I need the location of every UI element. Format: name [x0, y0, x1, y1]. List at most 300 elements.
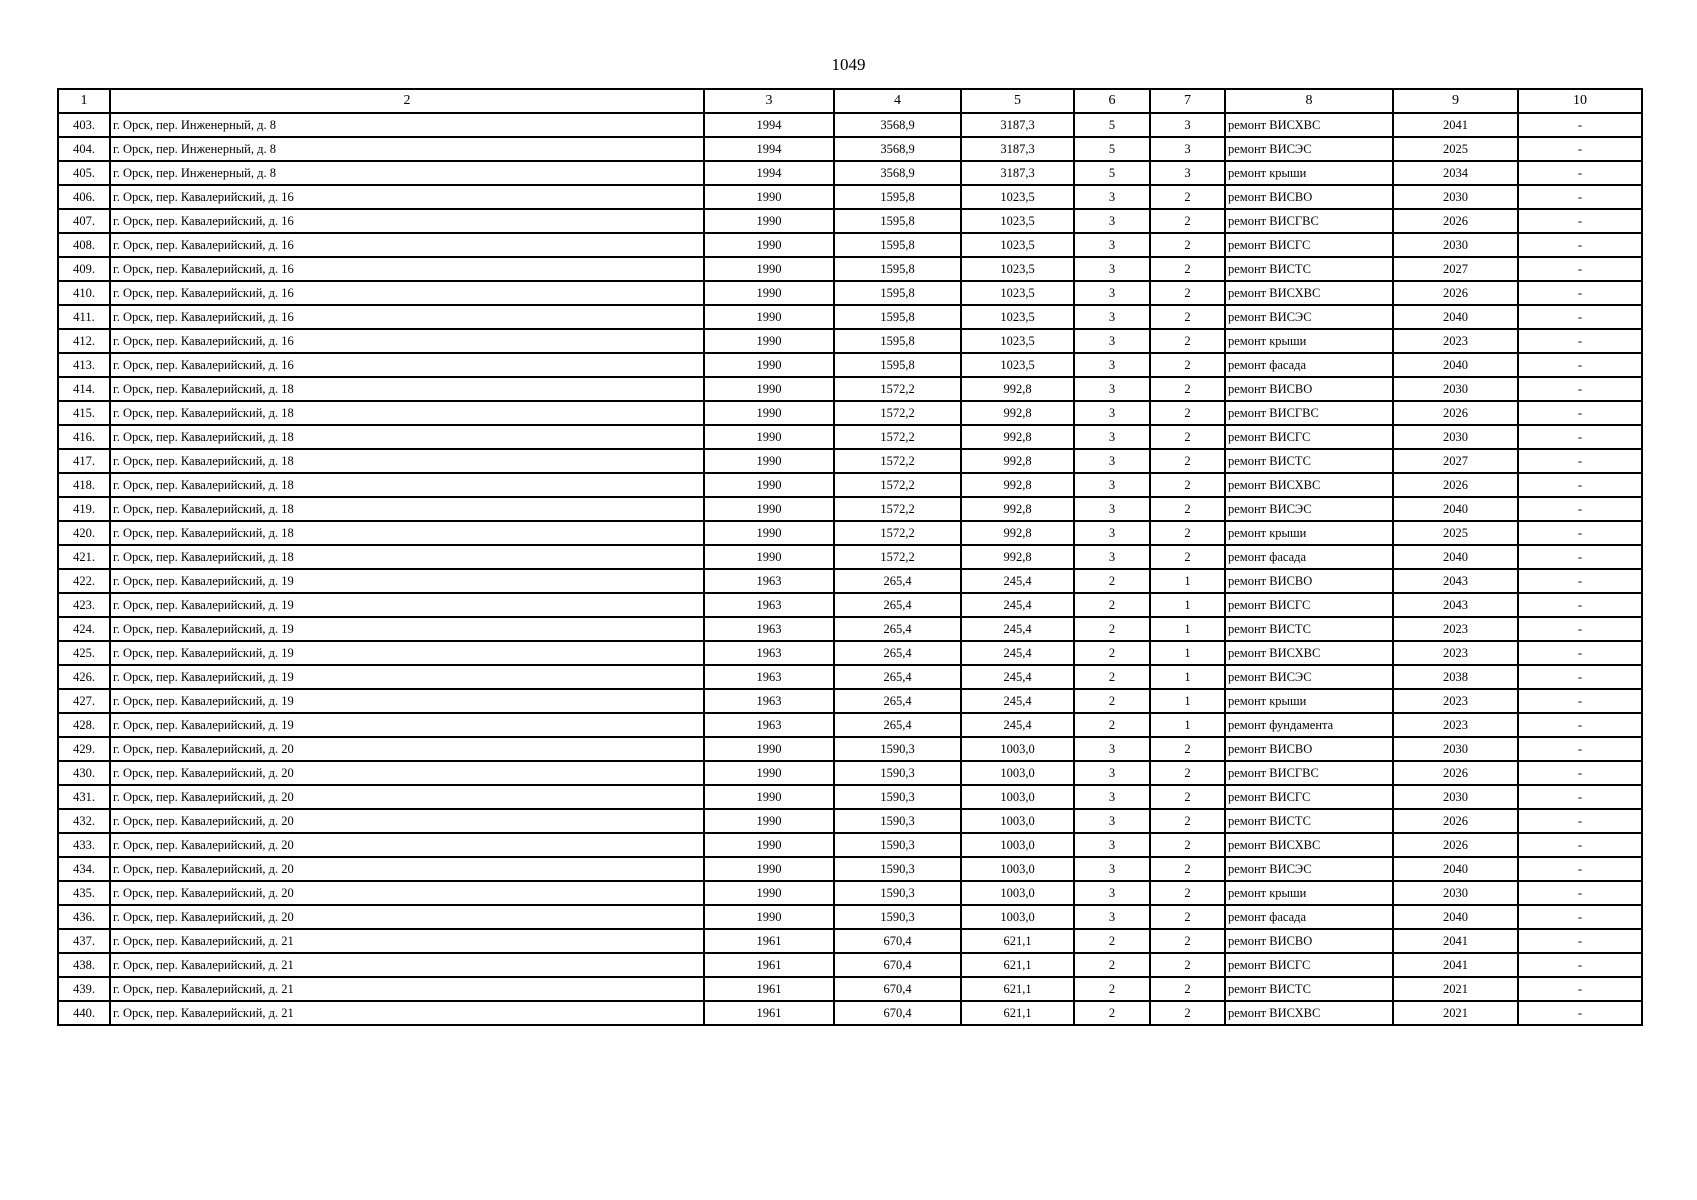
cell-row-number: 429.	[58, 737, 110, 761]
header-cell: 4	[834, 89, 961, 113]
table-row	[58, 593, 1642, 617]
cell-total-area: 265,4	[834, 569, 961, 593]
cell-planned-year: 2023	[1393, 689, 1518, 713]
cell-row-number: 412.	[58, 329, 110, 353]
table-row	[58, 689, 1642, 713]
cell-entrances: 2	[1150, 449, 1225, 473]
cell-address: г. Орск, пер. Кавалерийский, д. 19	[110, 641, 704, 665]
cell-row-number: 427.	[58, 689, 110, 713]
cell-address: г. Орск, пер. Кавалерийский, д. 16	[110, 233, 704, 257]
cell-total-area: 1595,8	[834, 185, 961, 209]
cell-living-area: 3187,3	[961, 137, 1074, 161]
cell-row-number: 417.	[58, 449, 110, 473]
cell-floors: 3	[1074, 545, 1150, 569]
cell-floors: 3	[1074, 233, 1150, 257]
cell-work-type: ремонт фундамента	[1225, 713, 1393, 737]
cell-row-number: 405.	[58, 161, 110, 185]
cell-living-area: 1023,5	[961, 233, 1074, 257]
cell-living-area: 1003,0	[961, 761, 1074, 785]
cell-year-built: 1994	[704, 137, 834, 161]
cell-total-area: 1572,2	[834, 545, 961, 569]
cell-entrances: 2	[1150, 545, 1225, 569]
cell-living-area: 1003,0	[961, 737, 1074, 761]
table-row	[58, 1001, 1642, 1025]
cell-work-type: ремонт крыши	[1225, 161, 1393, 185]
cell-address: г. Орск, пер. Инженерный, д. 8	[110, 161, 704, 185]
cell-floors: 2	[1074, 977, 1150, 1001]
cell-planned-year: 2034	[1393, 161, 1518, 185]
cell-year-built: 1990	[704, 257, 834, 281]
cell-row-number: 424.	[58, 617, 110, 641]
cell-note: -	[1518, 473, 1642, 497]
cell-address: г. Орск, пер. Кавалерийский, д. 21	[110, 929, 704, 953]
table-row	[58, 137, 1642, 161]
table-row	[58, 161, 1642, 185]
cell-year-built: 1990	[704, 281, 834, 305]
cell-work-type: ремонт ВИСГС	[1225, 425, 1393, 449]
cell-address: г. Орск, пер. Кавалерийский, д. 18	[110, 521, 704, 545]
cell-total-area: 1595,8	[834, 305, 961, 329]
cell-living-area: 245,4	[961, 713, 1074, 737]
cell-row-number: 428.	[58, 713, 110, 737]
table-row	[58, 449, 1642, 473]
cell-living-area: 1003,0	[961, 857, 1074, 881]
cell-year-built: 1990	[704, 233, 834, 257]
cell-entrances: 2	[1150, 305, 1225, 329]
table-row	[58, 569, 1642, 593]
cell-work-type: ремонт ВИСВО	[1225, 185, 1393, 209]
cell-year-built: 1963	[704, 569, 834, 593]
cell-work-type: ремонт ВИСГВС	[1225, 209, 1393, 233]
cell-note: -	[1518, 833, 1642, 857]
cell-total-area: 670,4	[834, 1001, 961, 1025]
cell-floors: 3	[1074, 737, 1150, 761]
cell-address: г. Орск, пер. Кавалерийский, д. 19	[110, 617, 704, 641]
table-row	[58, 305, 1642, 329]
cell-floors: 2	[1074, 1001, 1150, 1025]
cell-note: -	[1518, 665, 1642, 689]
cell-entrances: 2	[1150, 281, 1225, 305]
cell-note: -	[1518, 329, 1642, 353]
cell-row-number: 411.	[58, 305, 110, 329]
cell-planned-year: 2041	[1393, 929, 1518, 953]
cell-floors: 5	[1074, 137, 1150, 161]
cell-row-number: 434.	[58, 857, 110, 881]
cell-year-built: 1990	[704, 401, 834, 425]
cell-floors: 3	[1074, 521, 1150, 545]
cell-entrances: 2	[1150, 905, 1225, 929]
cell-row-number: 409.	[58, 257, 110, 281]
cell-planned-year: 2026	[1393, 761, 1518, 785]
cell-work-type: ремонт ВИСТС	[1225, 449, 1393, 473]
cell-living-area: 245,4	[961, 689, 1074, 713]
cell-row-number: 432.	[58, 809, 110, 833]
table-row	[58, 353, 1642, 377]
cell-planned-year: 2040	[1393, 857, 1518, 881]
table-row	[58, 497, 1642, 521]
table-row	[58, 521, 1642, 545]
cell-living-area: 992,8	[961, 473, 1074, 497]
cell-living-area: 992,8	[961, 425, 1074, 449]
cell-year-built: 1994	[704, 113, 834, 137]
cell-total-area: 3568,9	[834, 137, 961, 161]
cell-note: -	[1518, 593, 1642, 617]
cell-year-built: 1990	[704, 545, 834, 569]
cell-year-built: 1963	[704, 665, 834, 689]
cell-living-area: 1003,0	[961, 881, 1074, 905]
cell-address: г. Орск, пер. Кавалерийский, д. 20	[110, 857, 704, 881]
cell-row-number: 403.	[58, 113, 110, 137]
cell-living-area: 992,8	[961, 497, 1074, 521]
cell-note: -	[1518, 137, 1642, 161]
cell-year-built: 1961	[704, 1001, 834, 1025]
cell-work-type: ремонт ВИСХВС	[1225, 641, 1393, 665]
cell-entrances: 3	[1150, 137, 1225, 161]
cell-note: -	[1518, 401, 1642, 425]
cell-address: г. Орск, пер. Кавалерийский, д. 19	[110, 689, 704, 713]
cell-address: г. Орск, пер. Кавалерийский, д. 20	[110, 905, 704, 929]
cell-row-number: 413.	[58, 353, 110, 377]
cell-planned-year: 2026	[1393, 473, 1518, 497]
cell-work-type: ремонт ВИСВО	[1225, 929, 1393, 953]
cell-total-area: 1590,3	[834, 857, 961, 881]
header-cell: 1	[58, 89, 110, 113]
table-row	[58, 905, 1642, 929]
cell-year-built: 1990	[704, 857, 834, 881]
header-cell: 5	[961, 89, 1074, 113]
cell-total-area: 265,4	[834, 713, 961, 737]
cell-year-built: 1990	[704, 497, 834, 521]
cell-living-area: 1023,5	[961, 185, 1074, 209]
cell-total-area: 1595,8	[834, 257, 961, 281]
cell-living-area: 245,4	[961, 617, 1074, 641]
cell-floors: 3	[1074, 905, 1150, 929]
cell-address: г. Орск, пер. Кавалерийский, д. 20	[110, 833, 704, 857]
table-row	[58, 329, 1642, 353]
cell-work-type: ремонт ВИСТС	[1225, 257, 1393, 281]
cell-note: -	[1518, 425, 1642, 449]
cell-work-type: ремонт ВИСХВС	[1225, 473, 1393, 497]
cell-work-type: ремонт крыши	[1225, 689, 1393, 713]
cell-row-number: 408.	[58, 233, 110, 257]
cell-row-number: 435.	[58, 881, 110, 905]
table-row	[58, 833, 1642, 857]
table-row	[58, 377, 1642, 401]
cell-entrances: 1	[1150, 665, 1225, 689]
cell-note: -	[1518, 713, 1642, 737]
cell-planned-year: 2043	[1393, 593, 1518, 617]
cell-year-built: 1961	[704, 953, 834, 977]
cell-year-built: 1963	[704, 713, 834, 737]
cell-work-type: ремонт ВИСГС	[1225, 785, 1393, 809]
table-row	[58, 881, 1642, 905]
cell-floors: 3	[1074, 329, 1150, 353]
header-cell: 3	[704, 89, 834, 113]
cell-planned-year: 2023	[1393, 617, 1518, 641]
cell-total-area: 1572,2	[834, 521, 961, 545]
table-row	[58, 281, 1642, 305]
cell-work-type: ремонт ВИСЭС	[1225, 305, 1393, 329]
table-row	[58, 713, 1642, 737]
page-number: 1049	[831, 55, 866, 74]
cell-entrances: 2	[1150, 953, 1225, 977]
cell-year-built: 1961	[704, 929, 834, 953]
header-cell: 7	[1150, 89, 1225, 113]
cell-planned-year: 2021	[1393, 977, 1518, 1001]
cell-year-built: 1990	[704, 833, 834, 857]
cell-living-area: 992,8	[961, 449, 1074, 473]
cell-row-number: 433.	[58, 833, 110, 857]
table-row	[58, 257, 1642, 281]
cell-total-area: 265,4	[834, 617, 961, 641]
table-row	[58, 809, 1642, 833]
cell-floors: 2	[1074, 569, 1150, 593]
table-row	[58, 977, 1642, 1001]
cell-note: -	[1518, 641, 1642, 665]
cell-entrances: 1	[1150, 593, 1225, 617]
cell-entrances: 2	[1150, 809, 1225, 833]
cell-work-type: ремонт ВИСВО	[1225, 737, 1393, 761]
cell-note: -	[1518, 785, 1642, 809]
cell-floors: 2	[1074, 713, 1150, 737]
cell-planned-year: 2030	[1393, 185, 1518, 209]
cell-floors: 3	[1074, 785, 1150, 809]
cell-living-area: 621,1	[961, 1001, 1074, 1025]
cell-work-type: ремонт ВИСГС	[1225, 233, 1393, 257]
cell-address: г. Орск, пер. Кавалерийский, д. 20	[110, 761, 704, 785]
cell-total-area: 1595,8	[834, 281, 961, 305]
cell-address: г. Орск, пер. Кавалерийский, д. 20	[110, 881, 704, 905]
cell-floors: 3	[1074, 497, 1150, 521]
cell-total-area: 265,4	[834, 689, 961, 713]
table-row	[58, 785, 1642, 809]
cell-address: г. Орск, пер. Кавалерийский, д. 21	[110, 1001, 704, 1025]
cell-living-area: 245,4	[961, 569, 1074, 593]
cell-note: -	[1518, 113, 1642, 137]
cell-planned-year: 2040	[1393, 353, 1518, 377]
cell-total-area: 3568,9	[834, 161, 961, 185]
cell-living-area: 3187,3	[961, 161, 1074, 185]
cell-row-number: 425.	[58, 641, 110, 665]
cell-work-type: ремонт ВИСХВС	[1225, 833, 1393, 857]
cell-living-area: 992,8	[961, 401, 1074, 425]
cell-work-type: ремонт ВИСЭС	[1225, 137, 1393, 161]
cell-row-number: 439.	[58, 977, 110, 1001]
cell-note: -	[1518, 569, 1642, 593]
cell-floors: 2	[1074, 593, 1150, 617]
cell-row-number: 420.	[58, 521, 110, 545]
cell-note: -	[1518, 857, 1642, 881]
cell-entrances: 1	[1150, 569, 1225, 593]
table-row	[58, 473, 1642, 497]
cell-floors: 2	[1074, 641, 1150, 665]
cell-address: г. Орск, пер. Кавалерийский, д. 19	[110, 713, 704, 737]
cell-work-type: ремонт ВИСХВС	[1225, 281, 1393, 305]
table-row	[58, 665, 1642, 689]
table-row	[58, 953, 1642, 977]
cell-total-area: 1572,2	[834, 449, 961, 473]
cell-floors: 2	[1074, 953, 1150, 977]
cell-year-built: 1990	[704, 353, 834, 377]
cell-year-built: 1990	[704, 473, 834, 497]
cell-work-type: ремонт ВИСХВС	[1225, 1001, 1393, 1025]
cell-living-area: 1023,5	[961, 329, 1074, 353]
cell-planned-year: 2030	[1393, 737, 1518, 761]
cell-work-type: ремонт ВИСВО	[1225, 569, 1393, 593]
cell-total-area: 1595,8	[834, 233, 961, 257]
cell-row-number: 404.	[58, 137, 110, 161]
cell-floors: 5	[1074, 113, 1150, 137]
cell-note: -	[1518, 689, 1642, 713]
cell-total-area: 265,4	[834, 665, 961, 689]
cell-year-built: 1963	[704, 593, 834, 617]
cell-planned-year: 2026	[1393, 401, 1518, 425]
cell-row-number: 406.	[58, 185, 110, 209]
cell-address: г. Орск, пер. Кавалерийский, д. 19	[110, 569, 704, 593]
cell-floors: 3	[1074, 449, 1150, 473]
cell-address: г. Орск, пер. Кавалерийский, д. 21	[110, 953, 704, 977]
cell-work-type: ремонт ВИСТС	[1225, 977, 1393, 1001]
cell-planned-year: 2030	[1393, 377, 1518, 401]
cell-work-type: ремонт ВИСТС	[1225, 809, 1393, 833]
table-body	[58, 113, 1642, 1025]
cell-entrances: 2	[1150, 329, 1225, 353]
table-row	[58, 185, 1642, 209]
cell-entrances: 2	[1150, 833, 1225, 857]
cell-note: -	[1518, 305, 1642, 329]
cell-living-area: 1003,0	[961, 809, 1074, 833]
cell-floors: 3	[1074, 881, 1150, 905]
cell-total-area: 1572,2	[834, 425, 961, 449]
cell-year-built: 1990	[704, 377, 834, 401]
cell-address: г. Орск, пер. Кавалерийский, д. 18	[110, 425, 704, 449]
cell-planned-year: 2041	[1393, 953, 1518, 977]
cell-address: г. Орск, пер. Кавалерийский, д. 16	[110, 329, 704, 353]
cell-total-area: 1595,8	[834, 353, 961, 377]
table-row	[58, 737, 1642, 761]
cell-work-type: ремонт ВИСГС	[1225, 953, 1393, 977]
cell-entrances: 2	[1150, 761, 1225, 785]
cell-year-built: 1990	[704, 905, 834, 929]
cell-work-type: ремонт ВИСХВС	[1225, 113, 1393, 137]
table-row	[58, 929, 1642, 953]
cell-address: г. Орск, пер. Кавалерийский, д. 16	[110, 305, 704, 329]
cell-floors: 3	[1074, 401, 1150, 425]
cell-work-type: ремонт ВИСГВС	[1225, 401, 1393, 425]
cell-planned-year: 2041	[1393, 113, 1518, 137]
cell-row-number: 426.	[58, 665, 110, 689]
cell-total-area: 1590,3	[834, 761, 961, 785]
cell-year-built: 1990	[704, 449, 834, 473]
cell-entrances: 1	[1150, 689, 1225, 713]
cell-note: -	[1518, 281, 1642, 305]
cell-year-built: 1990	[704, 209, 834, 233]
cell-work-type: ремонт крыши	[1225, 521, 1393, 545]
cell-row-number: 436.	[58, 905, 110, 929]
cell-entrances: 2	[1150, 401, 1225, 425]
cell-address: г. Орск, пер. Кавалерийский, д. 18	[110, 449, 704, 473]
cell-row-number: 437.	[58, 929, 110, 953]
cell-row-number: 416.	[58, 425, 110, 449]
cell-address: г. Орск, пер. Кавалерийский, д. 18	[110, 473, 704, 497]
cell-note: -	[1518, 953, 1642, 977]
cell-planned-year: 2026	[1393, 209, 1518, 233]
cell-planned-year: 2030	[1393, 425, 1518, 449]
cell-entrances: 2	[1150, 353, 1225, 377]
cell-floors: 2	[1074, 929, 1150, 953]
cell-address: г. Орск, пер. Кавалерийский, д. 20	[110, 785, 704, 809]
cell-year-built: 1990	[704, 425, 834, 449]
cell-entrances: 2	[1150, 881, 1225, 905]
cell-entrances: 2	[1150, 473, 1225, 497]
cell-year-built: 1990	[704, 185, 834, 209]
cell-note: -	[1518, 905, 1642, 929]
cell-total-area: 1590,3	[834, 809, 961, 833]
cell-address: г. Орск, пер. Инженерный, д. 8	[110, 113, 704, 137]
cell-year-built: 1990	[704, 785, 834, 809]
cell-total-area: 3568,9	[834, 113, 961, 137]
cell-planned-year: 2027	[1393, 449, 1518, 473]
cell-entrances: 2	[1150, 1001, 1225, 1025]
cell-floors: 3	[1074, 281, 1150, 305]
cell-year-built: 1990	[704, 761, 834, 785]
cell-planned-year: 2040	[1393, 305, 1518, 329]
cell-planned-year: 2026	[1393, 809, 1518, 833]
cell-address: г. Орск, пер. Инженерный, д. 8	[110, 137, 704, 161]
cell-entrances: 3	[1150, 113, 1225, 137]
cell-address: г. Орск, пер. Кавалерийский, д. 18	[110, 497, 704, 521]
cell-address: г. Орск, пер. Кавалерийский, д. 16	[110, 353, 704, 377]
cell-year-built: 1990	[704, 305, 834, 329]
header-cell: 9	[1393, 89, 1518, 113]
cell-total-area: 1590,3	[834, 881, 961, 905]
cell-planned-year: 2027	[1393, 257, 1518, 281]
header-row	[58, 89, 1642, 113]
table-row	[58, 209, 1642, 233]
cell-address: г. Орск, пер. Кавалерийский, д. 18	[110, 545, 704, 569]
cell-entrances: 1	[1150, 617, 1225, 641]
cell-note: -	[1518, 1001, 1642, 1025]
cell-planned-year: 2030	[1393, 233, 1518, 257]
cell-entrances: 2	[1150, 377, 1225, 401]
cell-work-type: ремонт ВИСВО	[1225, 377, 1393, 401]
cell-planned-year: 2040	[1393, 545, 1518, 569]
cell-entrances: 3	[1150, 161, 1225, 185]
cell-entrances: 2	[1150, 977, 1225, 1001]
cell-total-area: 670,4	[834, 977, 961, 1001]
cell-address: г. Орск, пер. Кавалерийский, д. 16	[110, 281, 704, 305]
cell-year-built: 1963	[704, 641, 834, 665]
table-row	[58, 425, 1642, 449]
cell-planned-year: 2025	[1393, 521, 1518, 545]
cell-floors: 5	[1074, 161, 1150, 185]
cell-planned-year: 2030	[1393, 785, 1518, 809]
table-row	[58, 401, 1642, 425]
cell-row-number: 414.	[58, 377, 110, 401]
cell-year-built: 1994	[704, 161, 834, 185]
cell-living-area: 1003,0	[961, 785, 1074, 809]
cell-work-type: ремонт фасада	[1225, 353, 1393, 377]
table-row	[58, 761, 1642, 785]
cell-address: г. Орск, пер. Кавалерийский, д. 18	[110, 401, 704, 425]
cell-address: г. Орск, пер. Кавалерийский, д. 19	[110, 665, 704, 689]
cell-address: г. Орск, пер. Кавалерийский, д. 21	[110, 977, 704, 1001]
cell-planned-year: 2040	[1393, 905, 1518, 929]
cell-note: -	[1518, 185, 1642, 209]
cell-work-type: ремонт ВИСГВС	[1225, 761, 1393, 785]
cell-living-area: 1023,5	[961, 257, 1074, 281]
header-cell: 6	[1074, 89, 1150, 113]
